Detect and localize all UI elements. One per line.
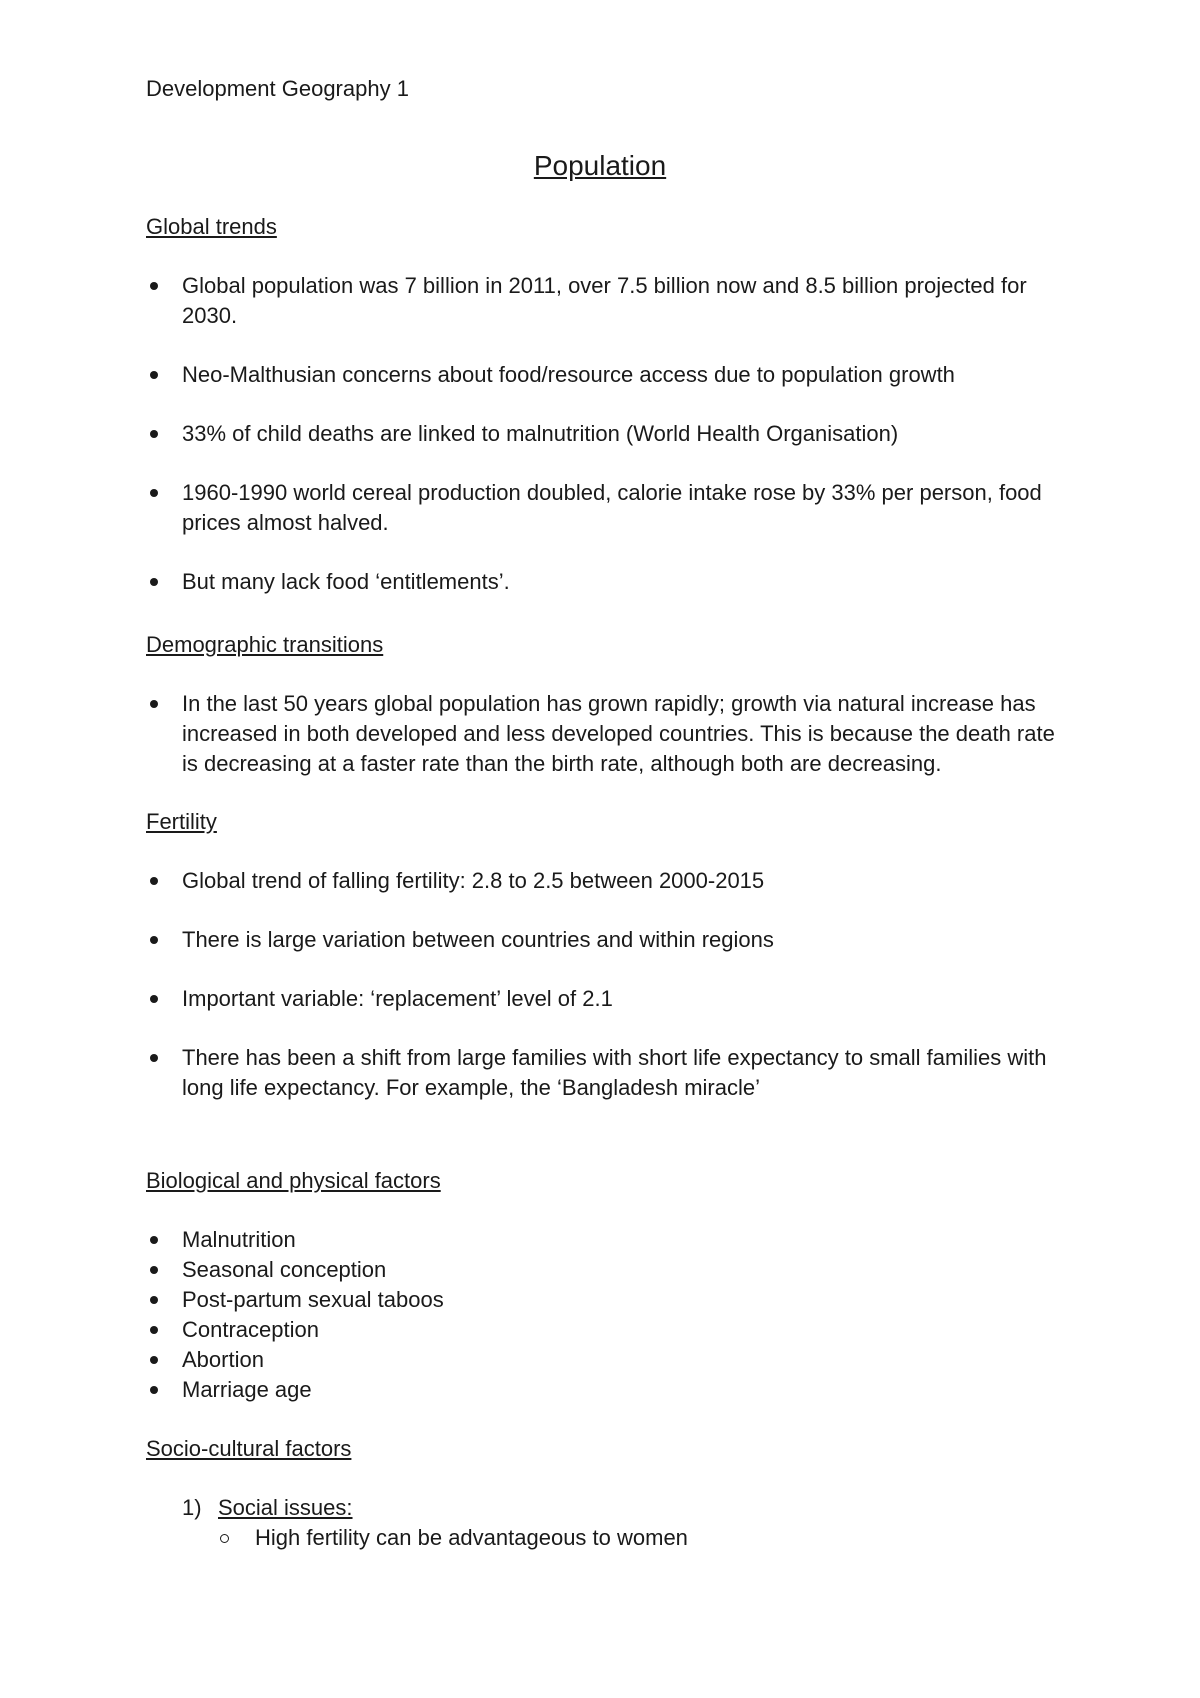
- numbered-item-label: Social issues:: [218, 1495, 353, 1520]
- list-demographic-transitions: [146, 689, 1066, 779]
- list-item: Abortion: [146, 1345, 1066, 1375]
- heading-socio-cultural-factors: Socio-cultural factors: [146, 1436, 352, 1461]
- list-item: 33% of child deaths are linked to malnutrition (World Health Organisation): [146, 419, 1066, 449]
- list-fertility: [146, 866, 1066, 1103]
- list-item: Malnutrition: [146, 1225, 1066, 1255]
- numbered-item-marker: 1): [182, 1495, 202, 1520]
- document-title: [0, 148, 1200, 184]
- list-item: Marriage age: [146, 1375, 1066, 1405]
- list-item: But many lack food ‘entitlements’.: [146, 567, 1066, 597]
- list-item: 1960-1990 world cereal production doubled, calorie intake rose by 33% per person, food prices almost halved.: [146, 478, 1066, 538]
- sub-list-social-issues: [182, 1523, 1062, 1553]
- list-global-trends: [146, 271, 1066, 597]
- list-socio-cultural-factors: [182, 1493, 1062, 1553]
- list-item: There has been a shift from large families with short life expectancy to small families with long life expectancy. For example, the ‘Bangladesh miracle’: [146, 1043, 1066, 1103]
- list-item: Seasonal conception: [146, 1255, 1066, 1285]
- list-item: Important variable: ‘replacement’ level of 2.1: [146, 984, 1066, 1014]
- list-item: There is large variation between countries and within regions: [146, 925, 1066, 955]
- document-header: Development Geography 1: [146, 76, 409, 101]
- list-item: Contraception: [146, 1315, 1066, 1345]
- list-item: In the last 50 years global population has grown rapidly; growth via natural increase has increased in both developed and less developed countries. This is because the death rate is decreasing at a faster rate than the birth rate, although both are decreasing.: [146, 689, 1066, 779]
- list-item: Post-partum sexual taboos: [146, 1285, 1066, 1315]
- list-item: Global trend of falling fertility: 2.8 to 2.5 between 2000-2015: [146, 866, 1066, 896]
- numbered-item: [182, 1493, 1062, 1553]
- list-item: Global population was 7 billion in 2011, over 7.5 billion now and 8.5 billion projected for 2030.: [146, 271, 1066, 331]
- heading-demographic-transitions: Demographic transitions: [146, 632, 384, 657]
- heading-biological-physical-factors: Biological and physical factors: [146, 1168, 441, 1193]
- list-biological-physical-factors: [146, 1225, 1066, 1405]
- document-title-text: Population: [533, 150, 667, 181]
- list-item: Neo-Malthusian concerns about food/resource access due to population growth: [146, 360, 1066, 390]
- sub-list-item: High fertility can be advantageous to women: [218, 1523, 1062, 1553]
- heading-fertility: Fertility: [146, 809, 217, 834]
- heading-global-trends: Global trends: [146, 214, 277, 239]
